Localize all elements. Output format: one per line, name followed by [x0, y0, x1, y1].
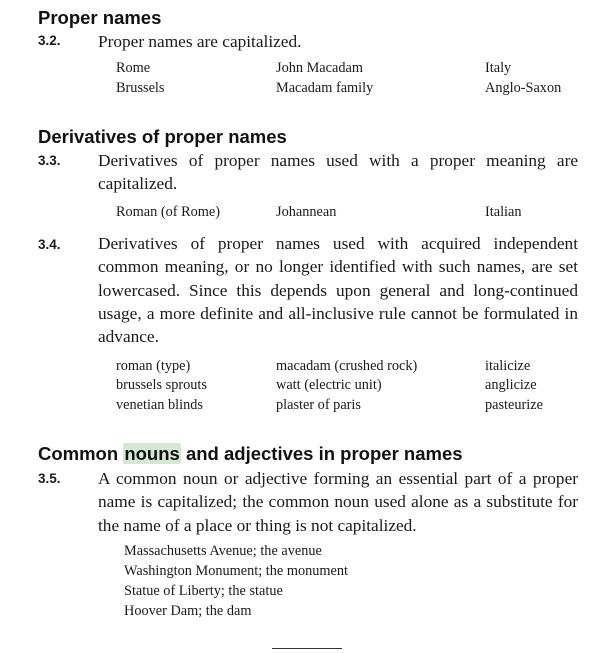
- example-item: Brussels: [116, 80, 165, 96]
- section-heading-common-nouns: [38, 443, 463, 465]
- example-item: brussels sprouts: [116, 377, 207, 393]
- example-item: venetian blinds: [116, 397, 203, 413]
- example-item: italicize: [485, 358, 531, 374]
- section-heading-proper-names: Proper names: [38, 7, 162, 28]
- page-divider: [272, 648, 342, 649]
- example-item: macadam (crushed rock): [276, 358, 418, 374]
- example-item: Italy: [485, 60, 512, 76]
- example-item: Roman (of Rome): [116, 204, 221, 220]
- example-item: Italian: [485, 204, 522, 220]
- rule-number: 3.2.: [38, 33, 61, 48]
- section-heading-derivatives: Derivatives of proper names: [38, 126, 287, 147]
- example-item: pasteurize: [485, 397, 543, 413]
- example-item: Macadam family: [276, 80, 374, 96]
- heading-part: Common: [38, 443, 124, 464]
- example-item: Johannean: [276, 204, 337, 220]
- rule-text: Derivatives of proper names used with a proper meaning are capitalized.: [98, 151, 578, 194]
- example-item: Hoover Dam; the dam: [124, 603, 252, 619]
- example-item: plaster of paris: [276, 397, 361, 413]
- example-item: Massachusetts Avenue; the avenue: [124, 543, 322, 559]
- rule-text: Derivatives of proper names used with acquired independent common meaning, or no longer identified with such names, are set lowercased. Since this depends upon general and long-continued usage, a more definite and all-inclusive rule cannot be formulated in advance.: [98, 234, 578, 347]
- example-item: Washington Monument; the monument: [124, 563, 349, 579]
- rule-number: 3.4.: [38, 237, 61, 252]
- example-item: watt (electric unit): [276, 377, 382, 393]
- example-item: John Macadam: [276, 60, 363, 76]
- rule-number: 3.5.: [38, 471, 61, 486]
- example-item: roman (type): [116, 358, 191, 374]
- rule-number: 3.3.: [38, 153, 61, 168]
- example-item: Statue of Liberty; the statue: [124, 583, 283, 599]
- rule-text: A common noun or adjective forming an essential part of a proper name is capitalized; the common noun used alone as a substitute for the name of a place or thing is not capitalized.: [98, 469, 578, 535]
- example-item: Rome: [116, 60, 151, 76]
- highlighted-word: nouns: [124, 443, 180, 464]
- example-item: anglicize: [485, 377, 537, 393]
- example-item: Anglo-Saxon: [485, 80, 562, 96]
- heading-part: and adjectives in proper names: [180, 443, 463, 464]
- rule-text: Proper names are capitalized.: [98, 32, 302, 51]
